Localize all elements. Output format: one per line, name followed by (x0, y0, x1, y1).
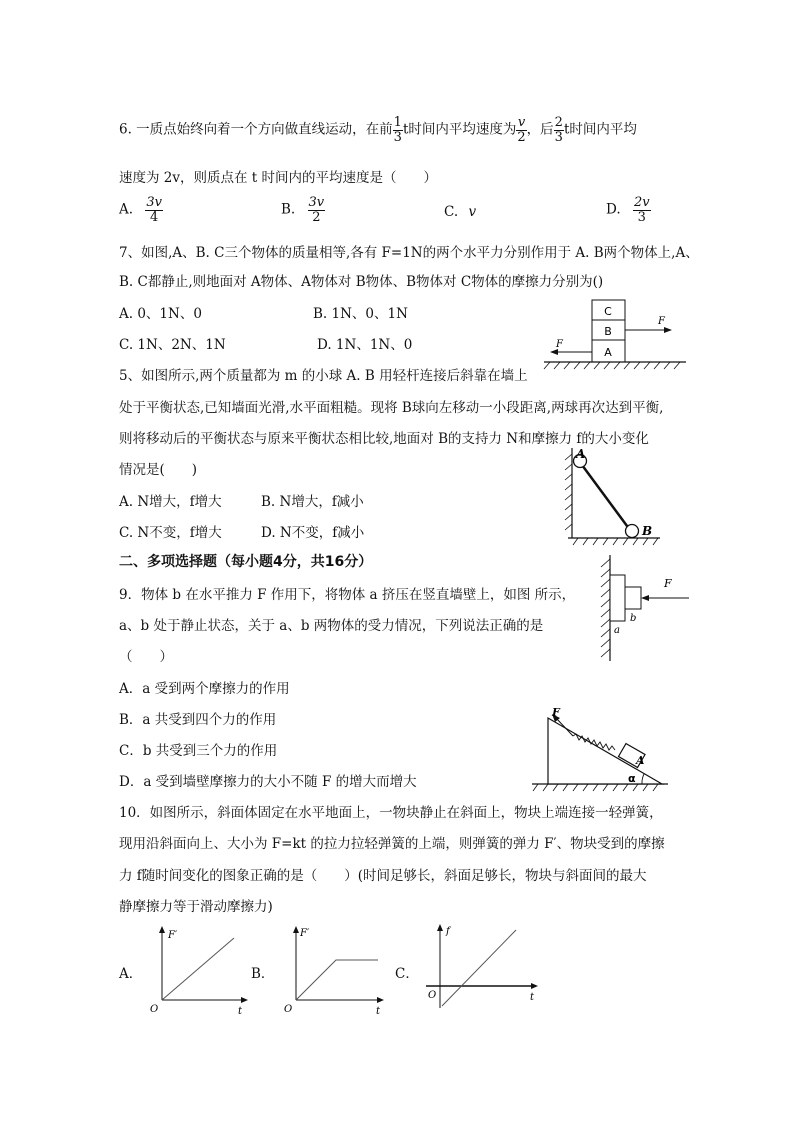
y-axis-label: f (446, 926, 450, 937)
q5-line4: 情况是( ) (119, 462, 198, 478)
q7-line1: 7、如图,A、B. C三个物体的质量相等,各有 F=1N的两个水平力分别作用于 A. B两个物体上,A、 (119, 245, 699, 261)
q9-line1: 9．物体 b 在水平推力 F 作用下，将物体 a 挤压在竖直墙壁上，如图 所示， (119, 587, 576, 603)
q6-line1 (119, 116, 637, 144)
light-rod (582, 465, 630, 530)
block-a (610, 575, 625, 621)
q5-option-c: C. N不变，f增大 (119, 525, 222, 541)
block-label: A (636, 754, 645, 767)
ball-b-label: B (642, 524, 653, 538)
q10-line3: 力 f随时间变化的图象正确的是（ ）(时间足够长，斜面足够长，物块与斜面间的最大 (119, 868, 647, 884)
x-axis-label: t (530, 992, 535, 1003)
q6-option-a: A. $\frac{3v}{4}$ (119, 195, 162, 225)
q7-option-a: A. 0、1N、0 (119, 306, 202, 322)
ball-b (626, 525, 639, 538)
q6-stem-a: 6. 一质点始终向着一个方向做直线运动，在前 (119, 121, 393, 138)
q7-option-d: D. 1N、1N、0 (317, 337, 413, 353)
force-right-label: F (658, 316, 665, 327)
block-a-label: a (614, 625, 620, 636)
q10-graph-c (420, 920, 542, 1014)
block-b (625, 587, 641, 609)
block-b-label: B (604, 325, 612, 338)
q6-stem-d: t时间内平均 (563, 121, 637, 138)
q7-option-b: B. 1N、0、1N (313, 306, 408, 322)
y-axis-label: F′ (300, 928, 310, 939)
q5-line3: 则将移动后的平衡状态与原来平衡状态相比较,地面对 B的支持力 N和摩擦力 f的大小变化 (119, 431, 649, 447)
q10-graph-a (146, 924, 250, 1018)
pull-force-label: F (552, 706, 560, 719)
block-b-label: b (630, 613, 637, 624)
angle-label: α (628, 772, 636, 785)
origin-label: O (284, 1004, 293, 1015)
block-a-label: A (604, 346, 612, 359)
ground-hatch (544, 362, 680, 369)
q10-graph-c-label: C． (395, 966, 419, 982)
q6-option-c: C. v (444, 204, 477, 220)
y-axis-label: F′ (168, 930, 178, 941)
x-axis-label: t (238, 1006, 243, 1017)
q6-stem-c: ，后 (526, 121, 554, 138)
q6-fraction-1: $\frac{1}{3}$ (393, 115, 402, 145)
q9-option-d: D．a 受到墙壁摩擦力的大小不随 F 的增大而增大 (119, 774, 417, 790)
q10-line4: 静摩擦力等于滑动摩擦力) (119, 899, 273, 915)
graph-b-line (296, 960, 378, 1000)
origin-label: O (150, 1004, 159, 1015)
q5-option-a: A. N增大，f增大 (119, 494, 222, 510)
q5-line1: 5、如图所示,两个质量都为 m 的小球 A. B 用轻杆连接后斜靠在墙上 (119, 368, 528, 384)
wall-hatch (601, 559, 610, 657)
q9-option-c: C．b 共受到三个力的作用 (119, 743, 278, 759)
ball-a-label: A (576, 447, 586, 461)
q6-option-d: D. $\frac{2v}{3}$ (606, 195, 650, 225)
graph-a-line (162, 938, 234, 1000)
force-left-label: F (556, 339, 563, 350)
origin-label: O (428, 990, 437, 1001)
q10-incline-spring-figure (530, 702, 670, 794)
q9-option-a: A．a 受到两个摩擦力的作用 (119, 681, 290, 697)
q6-stem-b: t时间内平均速度为 (402, 121, 517, 138)
q5-line2: 处于平衡状态,已知墙面光滑,水平面粗糙。现将 B球向左移动一小段距离,两球再次达到平衡, (119, 400, 664, 416)
q7-line2: B. C都静止,则地面对 A物体、A物体对 B物体、B物体对 C物体的摩擦力分别为() (119, 274, 604, 290)
q6-fraction-3: $\frac{2}{3}$ (554, 115, 563, 145)
block-c-label: C (604, 305, 612, 318)
q10-graph-b-label: B． (251, 966, 275, 982)
section-heading: 二、多项选择题（每小题4分，共16分） (119, 554, 373, 570)
q6-line2: 速度为 2v，则质点在 t 时间内的平均速度是（ ） (119, 170, 438, 186)
graph-c-line (442, 930, 516, 1006)
q9-option-b: B．a 共受到四个力的作用 (119, 712, 277, 728)
q6-fraction-2: $\frac{v}{2}$ (517, 115, 526, 145)
q10-line2: 现用沿斜面向上、大小为 F=kt 的拉力拉轻弹簧的上端，则弹簧的弹力 F′、物块受到的摩擦 (119, 836, 665, 852)
q9-wall-blocks-figure (592, 553, 696, 663)
q10-graph-a-label: A． (119, 966, 143, 982)
q10-line1: 10．如图所示，斜面体固定在水平地面上，一物块静止在斜面上，物块上端连接一轻弹簧， (119, 805, 663, 821)
q6-option-b: B. $\frac{3v}{2}$ (281, 195, 325, 225)
q5-option-d: D. N不变，f减小 (261, 525, 365, 541)
push-force-label: F (664, 577, 672, 590)
q10-graph-b (280, 924, 386, 1018)
wall-hatch (565, 454, 572, 530)
q5-rod-balls-figure (560, 444, 670, 548)
ground-hatch (533, 784, 658, 791)
q5-option-b: B. N增大，f减小 (261, 494, 364, 510)
x-axis-label: t (376, 1006, 381, 1017)
q9-line2: a、b 处于静止状态，关于 a、b 两物体的受力情况，下列说法正确的是 (119, 618, 544, 634)
q7-stacked-blocks-figure (540, 296, 690, 372)
floor-hatch (573, 538, 658, 545)
q7-option-c: C. 1N、2N、1N (119, 337, 226, 353)
q9-line3: （ ） (119, 649, 173, 665)
